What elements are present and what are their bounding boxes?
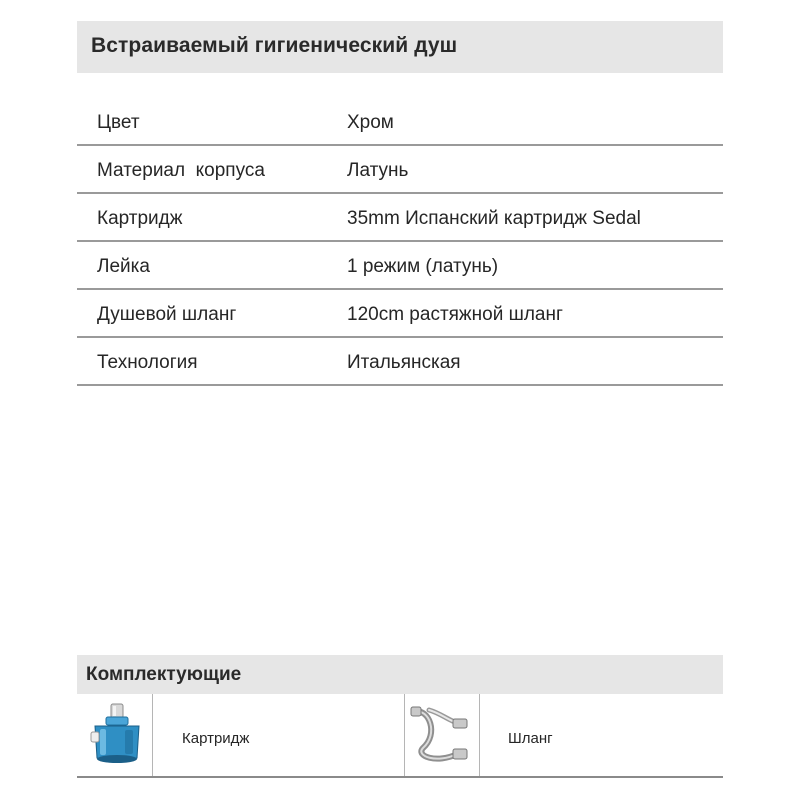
spec-value: 120cm растяжной шланг (347, 304, 563, 325)
divider (152, 694, 153, 776)
divider (404, 694, 405, 776)
cartridge-image (87, 702, 149, 768)
spec-value: 1 режим (латунь) (347, 256, 499, 277)
spec-label: Лейка (97, 256, 150, 277)
spec-row-body-material (77, 146, 723, 194)
spec-row-color (77, 98, 723, 146)
spec-value: Латунь (347, 160, 409, 181)
spec-value: 35mm Испанский картридж Sedal (347, 208, 641, 229)
components-header (77, 655, 723, 694)
component-label-cartridge: Картридж (182, 730, 250, 747)
spec-row-shower-head (77, 242, 723, 290)
hose-image (409, 704, 471, 768)
spec-row-cartridge (77, 194, 723, 242)
spec-label: Материал корпуса (97, 160, 265, 181)
spec-label: Технология (97, 352, 198, 373)
spec-row-hose (77, 290, 723, 338)
component-label-hose: Шланг (508, 730, 553, 747)
spec-label: Душевой шланг (97, 304, 237, 325)
page-title: Встраиваемый гигиенический душ (91, 34, 458, 57)
spec-value: Хром (347, 112, 394, 133)
spec-row-technology (77, 338, 723, 386)
spec-value: Итальянская (347, 352, 461, 373)
spec-label: Картридж (97, 208, 183, 229)
title-bar (77, 21, 723, 73)
spec-table (77, 98, 723, 386)
divider (479, 694, 480, 776)
components-title: Комплектующие (86, 664, 242, 685)
spec-label: Цвет (97, 112, 140, 133)
components-row (77, 694, 723, 778)
